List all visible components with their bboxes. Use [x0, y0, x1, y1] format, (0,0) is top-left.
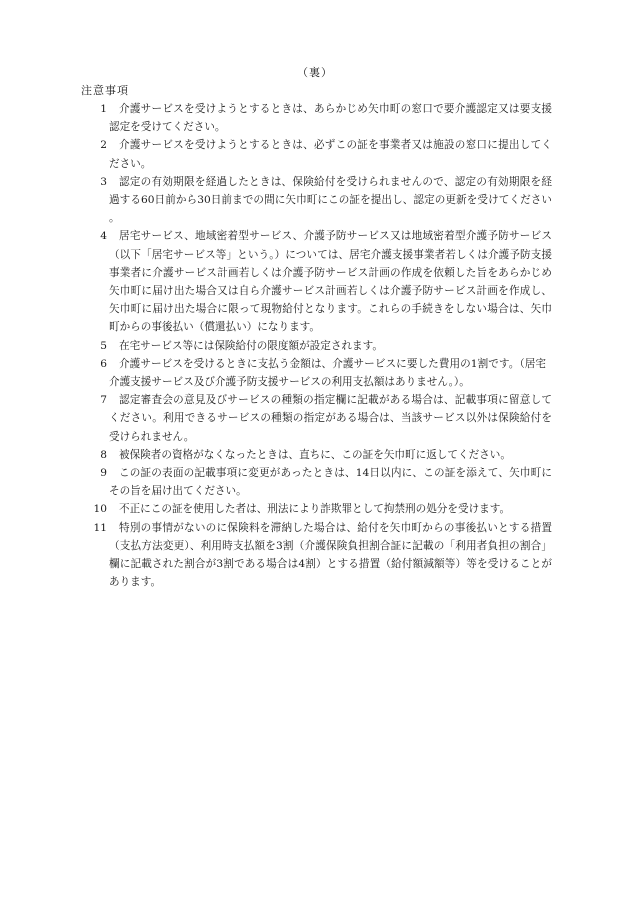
- note-item: [0, 337, 630, 355]
- note-text: 居宅サービス、地域密着型サービス、介護予防サービス又は地域密着型介護予防サービス（以下「居宅サービス等」という。）については、居宅介護支援事業者若しくは介護予防支援事業者に介護サービス計画若しくは介護予防サービス計画の作成を依頼した旨をあらかじめ矢巾町に届け出た場合又は自ら介護サービス計画若しくは介護予防サービス計画を作成し、矢巾町に届け出た場合に限って現物給付となります。これらの手続きをしない場合は、矢巾町からの事後払い（償還払い）になります。: [109, 230, 552, 334]
- note-text: 在宅サービス等には保険給付の限度額が設定されます。: [119, 339, 383, 352]
- note-text: 認定の有効期限を経過したときは、保険給付を受けられませんので、認定の有効期限を経過する60日前から30日前までの間に矢巾町にこの証を提出し、認定の更新を受けてください。: [109, 175, 552, 225]
- note-number: 9: [100, 467, 107, 480]
- note-item: [0, 500, 630, 518]
- note-text: 介護サービスを受けるときに支払う金額は、介護サービスに要した費用の1割です。（居宅介護支援サービス及び介護予防支援サービスの利用支払額はありません。）。: [109, 357, 546, 389]
- section-heading: 注意事項: [81, 84, 129, 97]
- note-item: [0, 519, 630, 592]
- note-item: [0, 227, 630, 336]
- note-text: 特別の事情がないのに保険料を滞納した場合は、給付を矢巾町からの事後払いとする措置（支払方法変更）、利用時支払額を3割（介護保険負担割合証に記載の「利用者負担の割合」欄に記載された割合が3割である場合は4割）とする措置（給付額減額等）等を受けることがあります。: [109, 521, 552, 589]
- notes-list: [0, 100, 630, 591]
- page-title: （裏）: [297, 66, 333, 79]
- note-item: [0, 464, 630, 500]
- note-number: 2: [100, 139, 107, 152]
- note-text: 被保険者の資格がなくなったときは、直ちに、この証を矢巾町に返してください。: [119, 448, 511, 461]
- note-item: [0, 391, 630, 446]
- note-number: 4: [100, 230, 107, 243]
- note-text: 介護サービスを受けようとするときは、必ずこの証を事業者又は施設の窓口に提出してください。: [109, 139, 552, 170]
- note-item: [0, 446, 630, 464]
- note-number: 5: [100, 339, 107, 352]
- note-number: 3: [100, 175, 107, 188]
- note-number: 8: [100, 448, 107, 461]
- note-number: 11: [93, 521, 107, 534]
- note-item: [0, 100, 630, 136]
- note-item: [0, 136, 630, 172]
- note-number: 1: [100, 103, 107, 115]
- note-item: [0, 355, 630, 391]
- note-number: 10: [93, 503, 107, 516]
- note-number: 6: [100, 357, 107, 370]
- note-number: 7: [100, 394, 107, 407]
- note-text: 介護サービスを受けようとするときは、あらかじめ矢巾町の窓口で要介護認定又は要支援認定を受けてください。: [109, 103, 552, 134]
- note-text: この証の表面の記載事項に変更があったときは、14日以内に、この証を添えて、矢巾町にその旨を届け出てください。: [109, 467, 552, 498]
- note-text: 不正にこの証を使用した者は、刑法により詐欺罪として拘禁刑の処分を受けます。: [119, 503, 511, 516]
- note-text: 認定審査会の意見及びサービスの種類の指定欄に記載がある場合は、記載事項に留意してください。利用できるサービスの種類の指定がある場合は、当該サービス以外は保険給付を受けられません。: [109, 394, 552, 443]
- note-item: [0, 173, 630, 228]
